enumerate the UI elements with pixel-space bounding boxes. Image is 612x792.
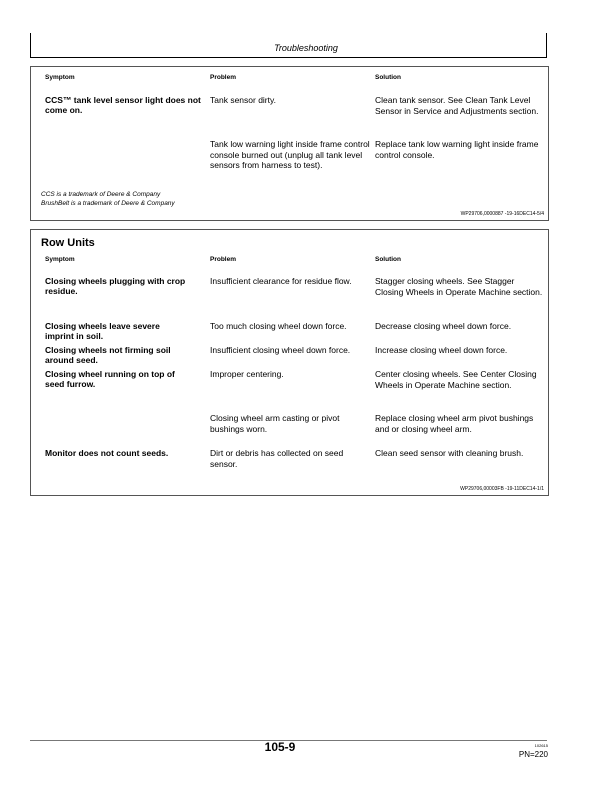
trademark-note: BrushBelt is a trademark of Deere & Company	[41, 200, 175, 207]
solution-cell: Stagger closing wheels. See Stagger Closing Wheels in Operate Machine section.	[375, 276, 543, 297]
header-bottom-rule	[30, 57, 547, 58]
problem-cell: Tank low warning light inside frame control console burned out (unplug all tank level sensors from harness to test).	[210, 139, 370, 170]
column-header-solution: Solution	[375, 256, 401, 263]
symptom-cell: Closing wheels plugging with crop residue.	[45, 276, 186, 296]
problem-cell: Insufficient clearance for residue flow.	[210, 276, 352, 286]
symptom-cell: Monitor does not count seeds.	[45, 448, 169, 458]
solution-cell: Replace closing wheel arm pivot bushings and or closing wheel arm.	[375, 413, 534, 434]
section-title: Row Units	[41, 237, 95, 249]
column-header-problem: Problem	[210, 256, 237, 263]
symptom-cell: Closing wheels leave severe imprint in soil.	[45, 321, 160, 341]
troubleshooting-table-1	[30, 66, 549, 221]
footer-small-code: 102615	[534, 743, 548, 748]
solution-cell: Clean seed sensor with cleaning brush.	[375, 448, 524, 458]
page-number: 105-9	[264, 740, 296, 754]
solution-cell: Replace tank low warning light inside frame control console.	[375, 139, 539, 160]
trademark-note: CCS is a trademark of Deere & Company	[41, 191, 161, 198]
document-reference: WP29706,00003FB -19-11DEC14-1/1	[460, 486, 544, 492]
solution-cell: Increase closing wheel down force.	[375, 345, 508, 355]
problem-cell: Insufficient closing wheel down force.	[210, 345, 351, 355]
symptom-cell: Closing wheels not firming soil around seed.	[45, 345, 171, 365]
troubleshooting-table-row-units	[30, 229, 549, 496]
solution-cell: Decrease closing wheel down force.	[375, 321, 512, 331]
problem-cell: Closing wheel arm casting or pivot bushings worn.	[210, 413, 340, 434]
column-header-symptom: Symptom	[45, 256, 75, 263]
problem-cell: Dirt or debris has collected on seed sensor.	[210, 448, 344, 469]
column-header-symptom: Symptom	[45, 74, 75, 81]
problem-cell: Too much closing wheel down force.	[210, 321, 347, 331]
footer-pn: PN=220	[518, 750, 548, 759]
column-header-solution: Solution	[375, 74, 401, 81]
page-header-title: Troubleshooting	[274, 43, 338, 53]
document-reference: WP29706,0000887 -19-16DEC14-5/4	[460, 211, 544, 217]
solution-cell: Center closing wheels. See Center Closing Wheels in Operate Machine section.	[375, 369, 537, 390]
symptom-cell: Closing wheel running on top of seed furrow.	[45, 369, 175, 389]
problem-cell: Tank sensor dirty.	[210, 95, 276, 105]
problem-cell: Improper centering.	[210, 369, 284, 379]
column-header-problem: Problem	[210, 74, 237, 81]
solution-cell: Clean tank sensor. See Clean Tank Level Sensor in Service and Adjustments section.	[375, 95, 539, 116]
symptom-cell: CCS™ tank level sensor light does not come on.	[45, 95, 201, 115]
